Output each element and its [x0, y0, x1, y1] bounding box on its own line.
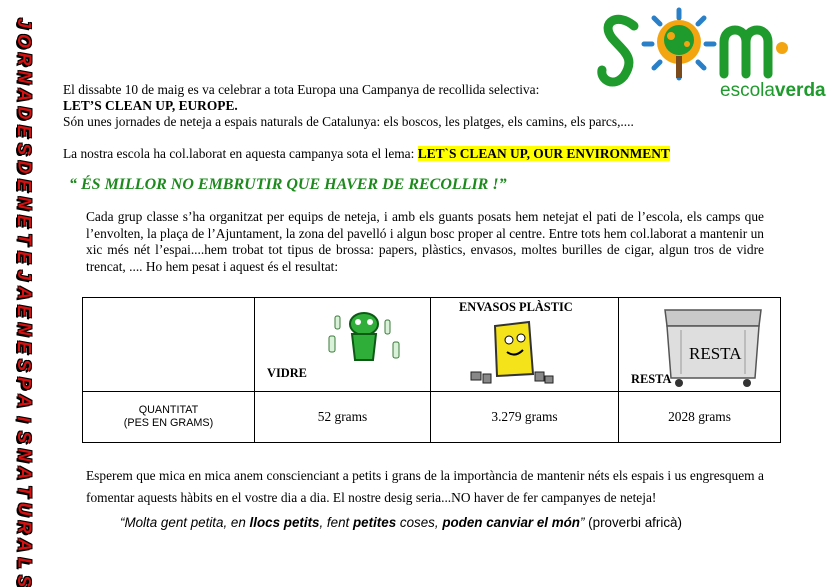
container-label: RESTA: [689, 344, 742, 363]
side-title-letter: R: [14, 52, 34, 66]
header-rest: [619, 298, 781, 392]
side-title-letter: T: [14, 233, 34, 245]
side-title-letter: N: [14, 448, 34, 462]
results-table: [82, 297, 781, 443]
side-title-letter: D: [14, 106, 34, 120]
side-title-letter: A: [14, 538, 34, 552]
logo-wordmark: escolaverda: [720, 80, 826, 101]
header-plastic: [431, 298, 619, 392]
side-title-letter: U: [14, 502, 34, 516]
green-bin-icon: [321, 310, 407, 368]
proverb: [120, 515, 682, 530]
side-title-letter: S: [13, 574, 34, 587]
proverb-source: (proverbi africà): [584, 515, 682, 530]
proverb-bold-2: petites: [352, 515, 397, 530]
side-title-letter: S: [13, 358, 34, 372]
side-title-letter: E: [13, 304, 34, 318]
rest-value: 2028 grams: [619, 392, 781, 443]
side-title-letter: N: [14, 196, 34, 210]
quantity-label: QUANTITAT: [138, 404, 199, 416]
side-title-letter: O: [13, 33, 34, 49]
proverb-part-1: “Molta gent petita, en: [120, 515, 250, 530]
side-title-letter: N: [14, 322, 34, 336]
header-plastic-label: ENVASOS PLÀSTIC: [459, 300, 573, 314]
side-title: [2, 14, 46, 587]
proverb-part-4: ”: [579, 515, 585, 530]
table-corner-cell: [83, 298, 255, 392]
side-title-letter: N: [14, 70, 34, 84]
header-rest-label: RESTA: [631, 372, 672, 386]
side-title-letter: S: [13, 430, 34, 444]
side-title-letter: S: [13, 142, 34, 156]
proverb-bold-3: poden canviar el món: [442, 515, 580, 530]
side-title-letter: E: [13, 250, 34, 264]
plastic-value: 3.279 grams: [431, 392, 619, 443]
collab-motto: LET`S CLEAN UP, OUR ENVIRONMENT: [417, 146, 670, 161]
intro-campaign-name: LET’S CLEAN UP, EUROPE.: [63, 98, 238, 113]
proverb-part-2: , fent: [319, 515, 353, 530]
yellow-bin-icon: [467, 316, 557, 388]
side-title-letter: A: [14, 88, 34, 102]
side-title-letter: E: [13, 124, 34, 138]
side-title-letter: J: [13, 17, 34, 29]
main-paragraph: Cada grup classe s’ha organitzat per equips de neteja, i amb els guants posats hem netejat el pati de l’escola, els camps que l’envolten, la plaça de l’Ajuntament, la zona del pavelló i algun bosc proper al centre. Entre tots hem col.laborat a mantenir un xic més nét l’espai....hem trobat tot tipus de brossa: papers, plàstics, envasos, moltes burilles de cigar, algun tros de vidre trencat, .... Ho hem pesat i aquest és el resultat:: [86, 209, 764, 274]
side-title-letter: A: [14, 286, 34, 300]
logo: [596, 6, 828, 101]
header-glass-label: VIDRE: [267, 366, 307, 380]
quantity-label-cell: [83, 392, 255, 443]
side-title-letter: R: [14, 520, 34, 534]
side-title-letter: E: [13, 178, 34, 192]
side-title-letter: E: [13, 340, 34, 354]
side-title-letter: I: [13, 416, 34, 422]
collab-prefix: La nostra escola ha col.laborat en aquesta campanya sota el lema:: [63, 146, 418, 161]
intro-line-1: El dissabte 10 de maig es va celebrar a tota Europa una Campanya de recollida selectiva:: [63, 82, 540, 97]
slogan: “ ÉS MILLOR NO EMBRUTIR QUE HAVER DE RECOLLIR !”: [69, 176, 507, 193]
side-title-letter: J: [13, 269, 34, 281]
glass-value: 52 grams: [255, 392, 431, 443]
quantity-unit-label: (PES EN GRAMS): [123, 417, 214, 429]
side-title-letter: A: [14, 394, 34, 408]
proverb-bold-1: llocs petits: [249, 515, 320, 530]
side-title-letter: T: [14, 485, 34, 497]
closing-paragraph: Esperem que mica en mica anem conscienciant a petits i grans de la importància de mantenir néts els espais i us engresquem a fomentar aquests hàbits en el vostre dia a dia. El nostre desig seria...NO haver de fer campanyes de neteja!: [86, 468, 764, 505]
collab-line: [63, 146, 670, 162]
side-title-letter: A: [14, 466, 34, 480]
side-title-letter: P: [13, 376, 34, 390]
intro-line-3: Són unes jornades de neteja a espais naturals de Catalunya: els boscos, les platges, els camins, els parcs,....: [63, 114, 634, 129]
side-title-letter: D: [14, 160, 34, 174]
header-glass: [255, 298, 431, 392]
side-title-letter: E: [13, 214, 34, 228]
side-title-letter: L: [14, 557, 34, 569]
proverb-part-3: coses,: [396, 515, 443, 530]
